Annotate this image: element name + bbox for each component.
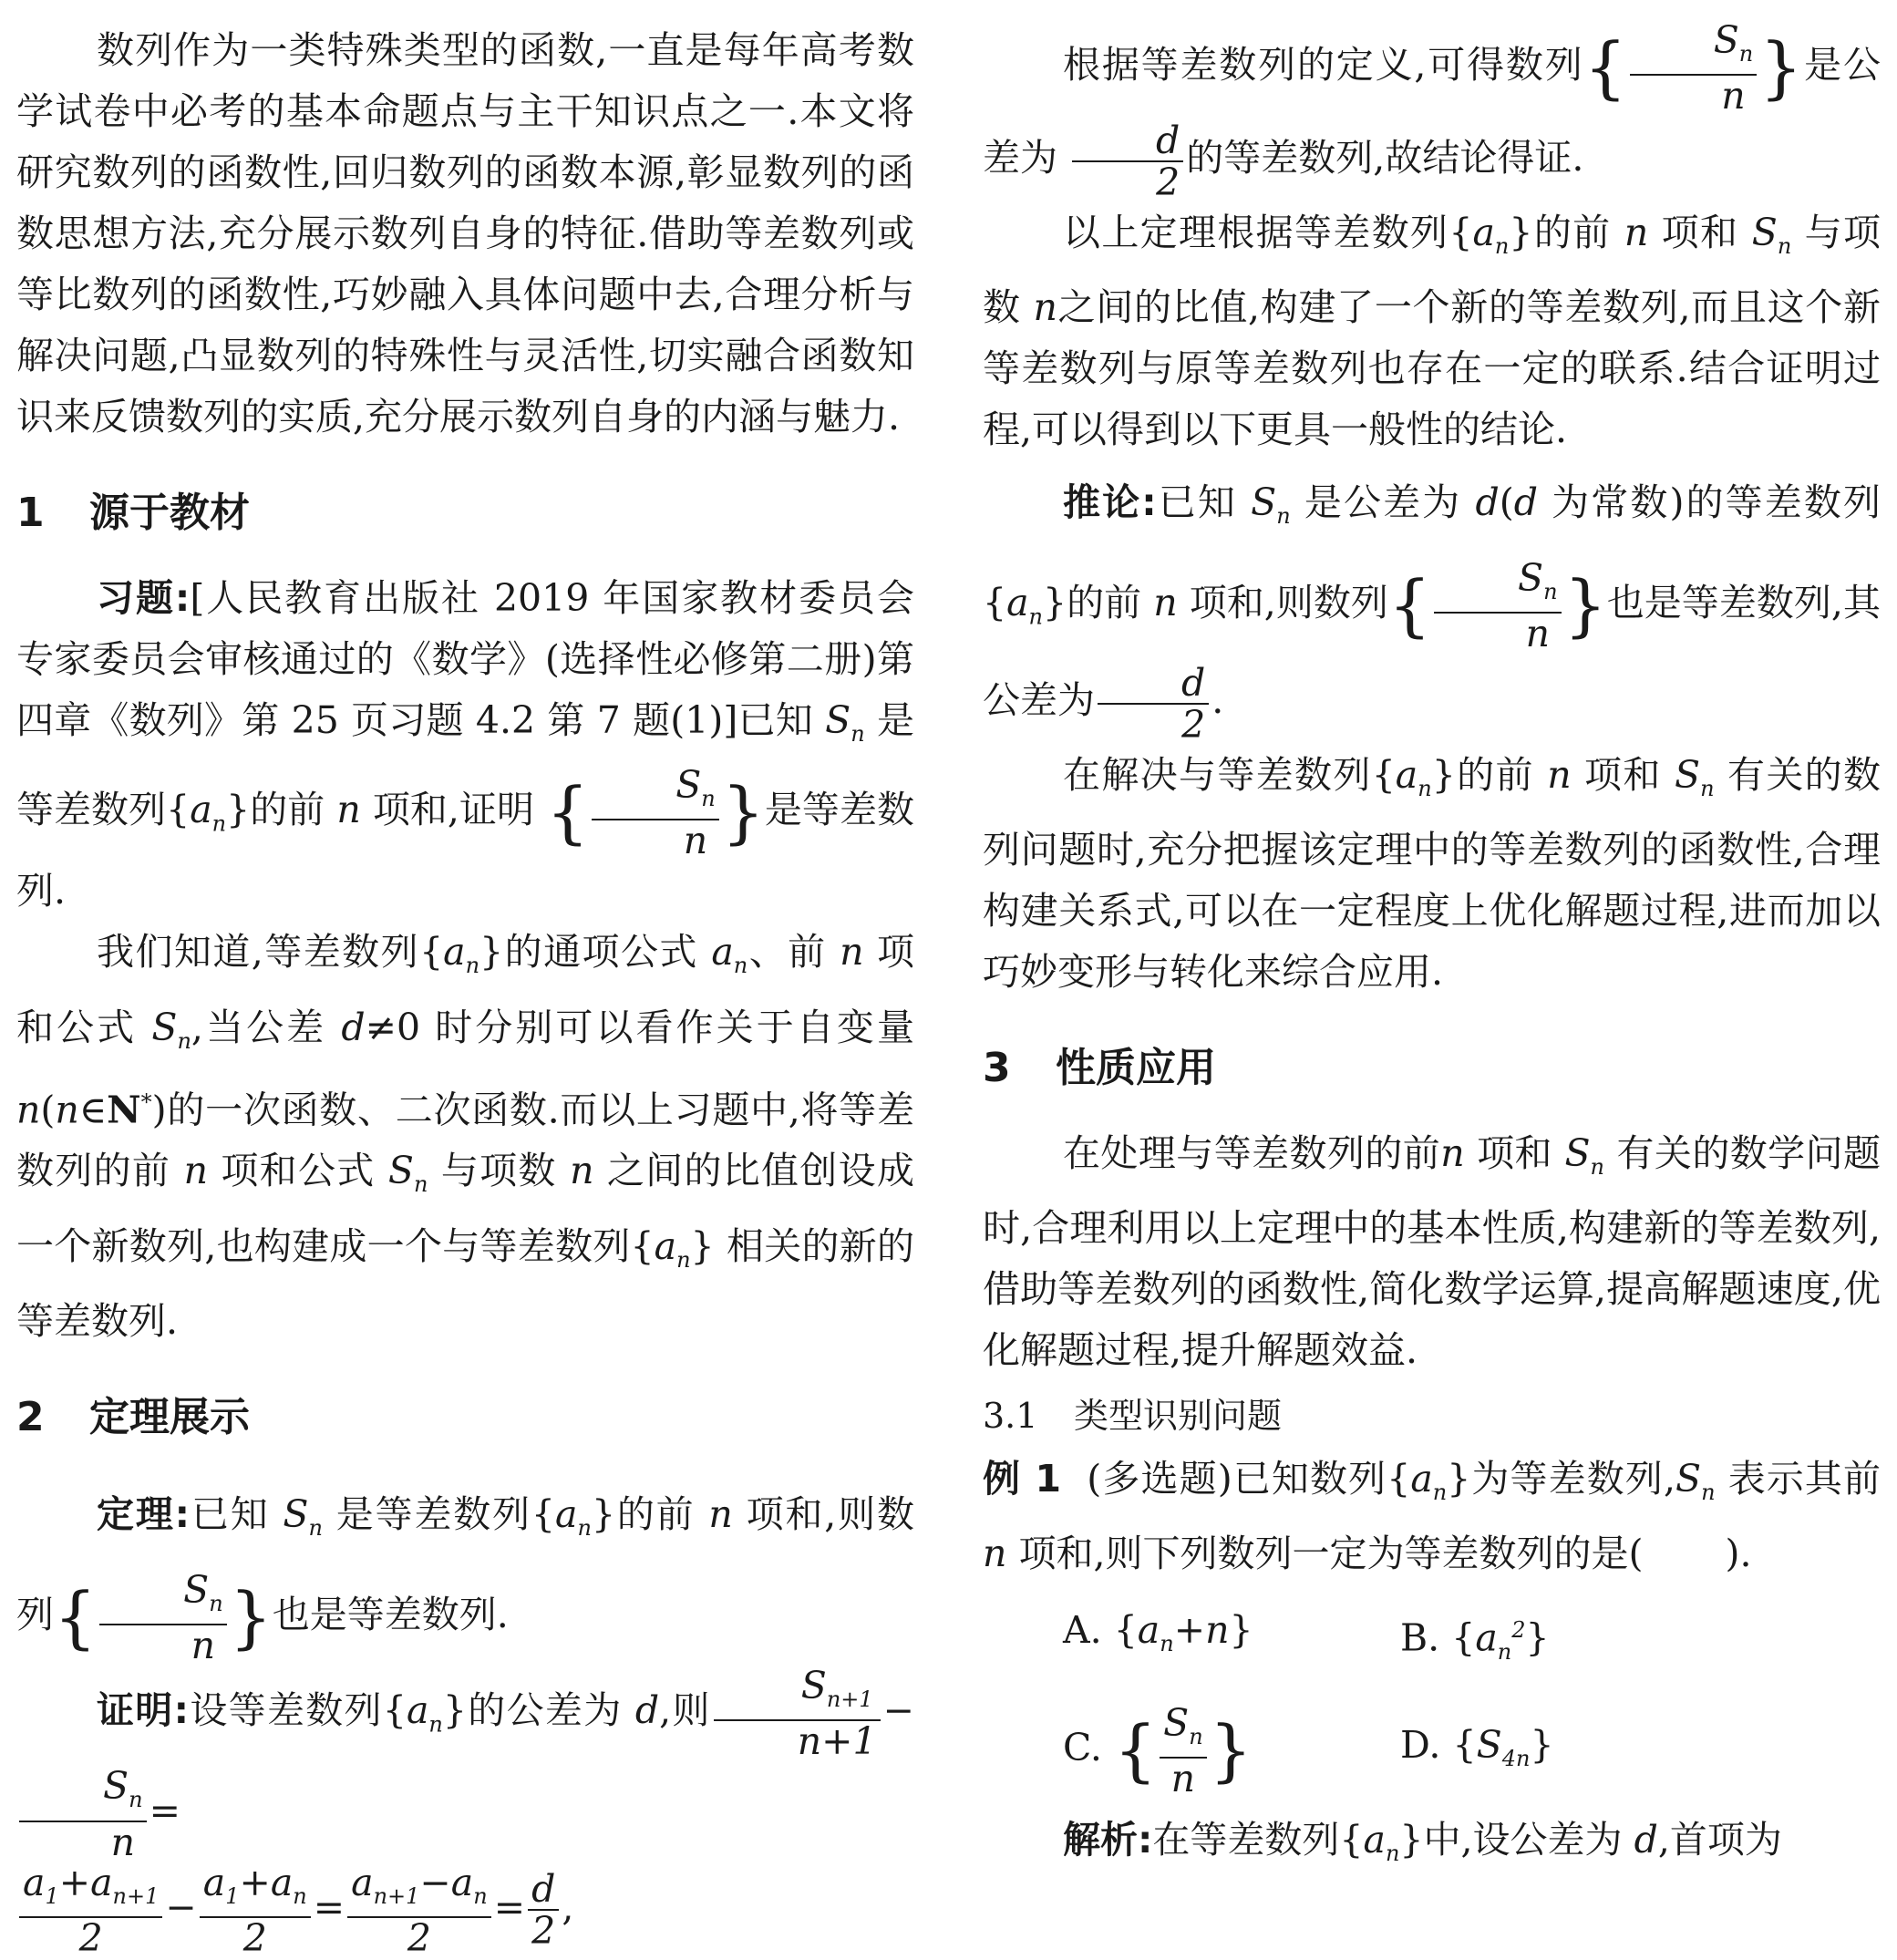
choice-a: A. $\{a_n+n\}$ — [1063, 1608, 1253, 1657]
intro-paragraph: 数列作为一类特殊类型的函数,一直是每年高考数学试卷中必考的基本命题点与主干知识点之一.本文将研究数列的函数性,回归数列的函数本源,彰显数列的函数思想方法,充分展示数列自身的特征.借助等差数列或等比数列的函数性,巧妙融入具体问题中去,合理分析与解决问题,凸显数列的特殊性与灵活性,切实融合函数知识来反馈数列的实质,充分展示数列自身的内涵与魅力. — [16, 28, 914, 438]
subsection-3-1-heading: 3.1 类型识别问题 — [983, 1396, 1283, 1437]
answer-choices — [983, 1588, 1881, 1800]
solution-paragraph: 解析:在等差数列$\{a_n\}$中,设公差为 d,首项为 — [1063, 1818, 1782, 1867]
right-column — [983, 20, 1881, 1885]
section-1-heading — [16, 486, 914, 541]
theorem-discussion-paragraph: 以上定理根据等差数列$\{a_n\}$的前 n 项和 $S_n$ 与项数 n之间的比值,构建了一个新的等差数列,而且这个新等差数列与原等差数列也存在一定的联系.结合证明过程,可以得到以下更具一般性的结论. — [983, 210, 1881, 451]
section-title: 源于教材 — [89, 490, 250, 536]
section-number: 1 — [16, 490, 45, 536]
theorem-label: 定理: — [97, 1491, 191, 1536]
example-1-paragraph: 例 1 (多选题)已知数列$\{a_n\}$为等差数列$,S_n$ 表示其前 n 项和,则下列数列一定为等差数列的是( ). — [983, 1457, 1881, 1576]
section-2-heading: 2 定理展示 — [16, 1393, 250, 1440]
proof-label: 证明: — [97, 1688, 190, 1733]
application-intro-paragraph: 在解决与等差数列$\{a_n\}$的前 n 项和 $S_n$ 有关的数列问题时,充分把握该定理中的等差数列的函数性,合理构建关系式,可以在一定程度上优化解题过程,进而加以巧妙变形与转化来综合应用. — [983, 752, 1881, 995]
theorem-paragraph: 定理:已知 $S_n$ 是等差数列$\{a_n\}$的前 n 项和,则数列{ $\frac{S_n}{n}$ }也是等差数列. — [16, 1491, 914, 1668]
choice-d: D. $\{S_{4n}\}$ — [1400, 1723, 1554, 1772]
explanation-paragraph: 我们知道,等差数列$\{a_n\}$的通项公式 $a_n$、前 n 项和公式 $S_n$,当公差 d≠0 时分别可以看作关于自变量 n(n∈N*)的一次函数、二次函数.而以上习题中,将等差数列的前 n 项和公式 $S_n$ 与项数 n 之间的比值创设成一个新数列,也构建成一个与等差数列$\{a_n\}$ 相关的新的等差数列. — [16, 930, 915, 1343]
proof-equation: $\frac{a_1+a_{n+1}}{2}$ − $\frac{a_1+a_n}{2}$ = $\frac{a_{n+1}-a_n}{2}$ = $\frac{d}{2}$ , — [16, 1862, 914, 1958]
fraction-sn-over-n: $\frac{S_n}{n}$ — [592, 765, 719, 861]
corollary-label: 推论: — [1063, 480, 1157, 524]
corollary-paragraph: 推论:已知 $S_n$ 是公差为 d(d 为常数)的等差数列$\{a_n\}$的前 n 项和,则数列{ $\frac{S_n}{n}$ }也是等差数列,其公差为 $\frac{d}{2}$ . — [983, 480, 1881, 747]
exercise-paragraph: 习题:[人民教育出版社 2019 年国家教材委员会专家委员会审核通过的《数学》(选择性必修第二册)第四章《数列》第 25 页习题 4.2 第 7 题(1)]已知 $S_n$ 是等差数列$\{a_n\}$的前 n 项和,证明 { $\frac{S_n}{n}$ }是等差数列. — [16, 576, 914, 913]
property-application-paragraph: 在处理与等差数列的前n 项和 $S_n$ 有关的数学问题时,合理利用以上定理中的基本性质,构建新的等差数列,借助等差数列的函数性,简化数学运算,提高解题速度,优化解题过程,提升解题效益. — [983, 1131, 1882, 1373]
example-label: 例 1 — [983, 1457, 1062, 1501]
choice-c: C. { $\frac{S_n}{n}$ } — [1063, 1701, 1253, 1801]
proof-paragraph: 证明:设等差数列$\{a_n\}$的公差为 d,则 $\frac{S_{n+1}}{n+1}$ − $\frac{S_n}{n}$ = — [16, 1666, 914, 1862]
definition-paragraph: 根据等差数列的定义,可得数列{ $\frac{S_n}{n}$ }是公差为 $\frac{d}{2}$ 的等差数列,故结论得证. — [983, 18, 1881, 204]
left-column — [16, 20, 914, 1958]
choice-b: B. $\{a_n^2\}$ — [1400, 1616, 1550, 1666]
section-3-heading: 3 性质应用 — [983, 1045, 1216, 1092]
solution-label: 解析: — [1063, 1818, 1153, 1862]
exercise-label: 习题: — [97, 576, 191, 620]
